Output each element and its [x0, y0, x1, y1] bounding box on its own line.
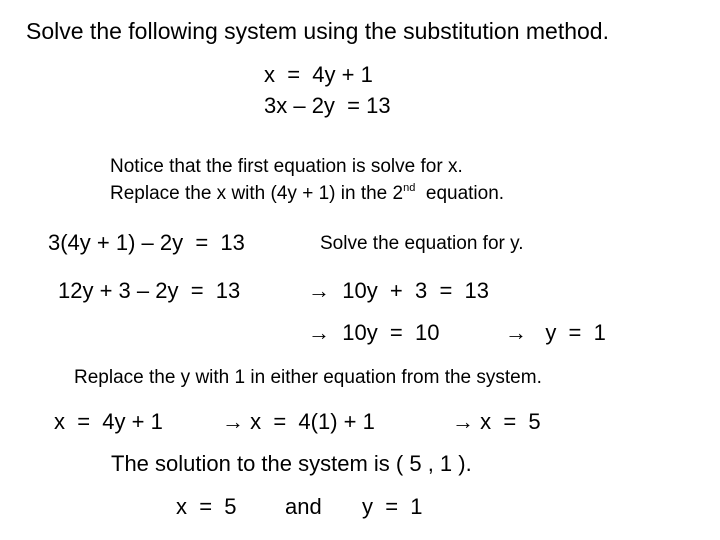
- notice-line-1: Notice that the first equation is solve for x.: [110, 156, 463, 177]
- solution-statement: The solution to the system is ( 5 , 1 ).: [111, 451, 472, 476]
- final-and: and: [285, 494, 322, 519]
- system-equation-1: x = 4y + 1: [264, 62, 373, 87]
- notice-line-2-text: Replace the x with (4y + 1) in the 2: [110, 183, 404, 204]
- page-title: Solve the following system using the substitution method.: [26, 18, 609, 44]
- solve-for-y-note: Solve the equation for y.: [320, 233, 524, 254]
- final-y: y = 1: [362, 494, 423, 519]
- replace-y-note: Replace the y with 1 in either equation from the system.: [74, 367, 542, 388]
- isolated-equation: → 10y = 10: [308, 320, 440, 345]
- system-equation-2: 3x – 2y = 13: [264, 93, 391, 118]
- substituted-equation: 3(4y + 1) – 2y = 13: [48, 230, 245, 255]
- combined-equation: → 10y + 3 = 13: [308, 278, 489, 303]
- notice-line-2: [110, 184, 504, 203]
- distributed-equation: 12y + 3 – 2y = 13: [58, 278, 241, 303]
- back-substitution-step: → x = 4(1) + 1: [222, 409, 375, 434]
- final-x: x = 5: [176, 494, 237, 519]
- back-substitution-equation: x = 4y + 1: [54, 409, 163, 434]
- x-result: → x = 5: [452, 409, 541, 434]
- ordinal-superscript: nd: [403, 182, 416, 194]
- y-result: → y = 1: [505, 320, 606, 345]
- notice-line-2-end: equation.: [415, 183, 505, 204]
